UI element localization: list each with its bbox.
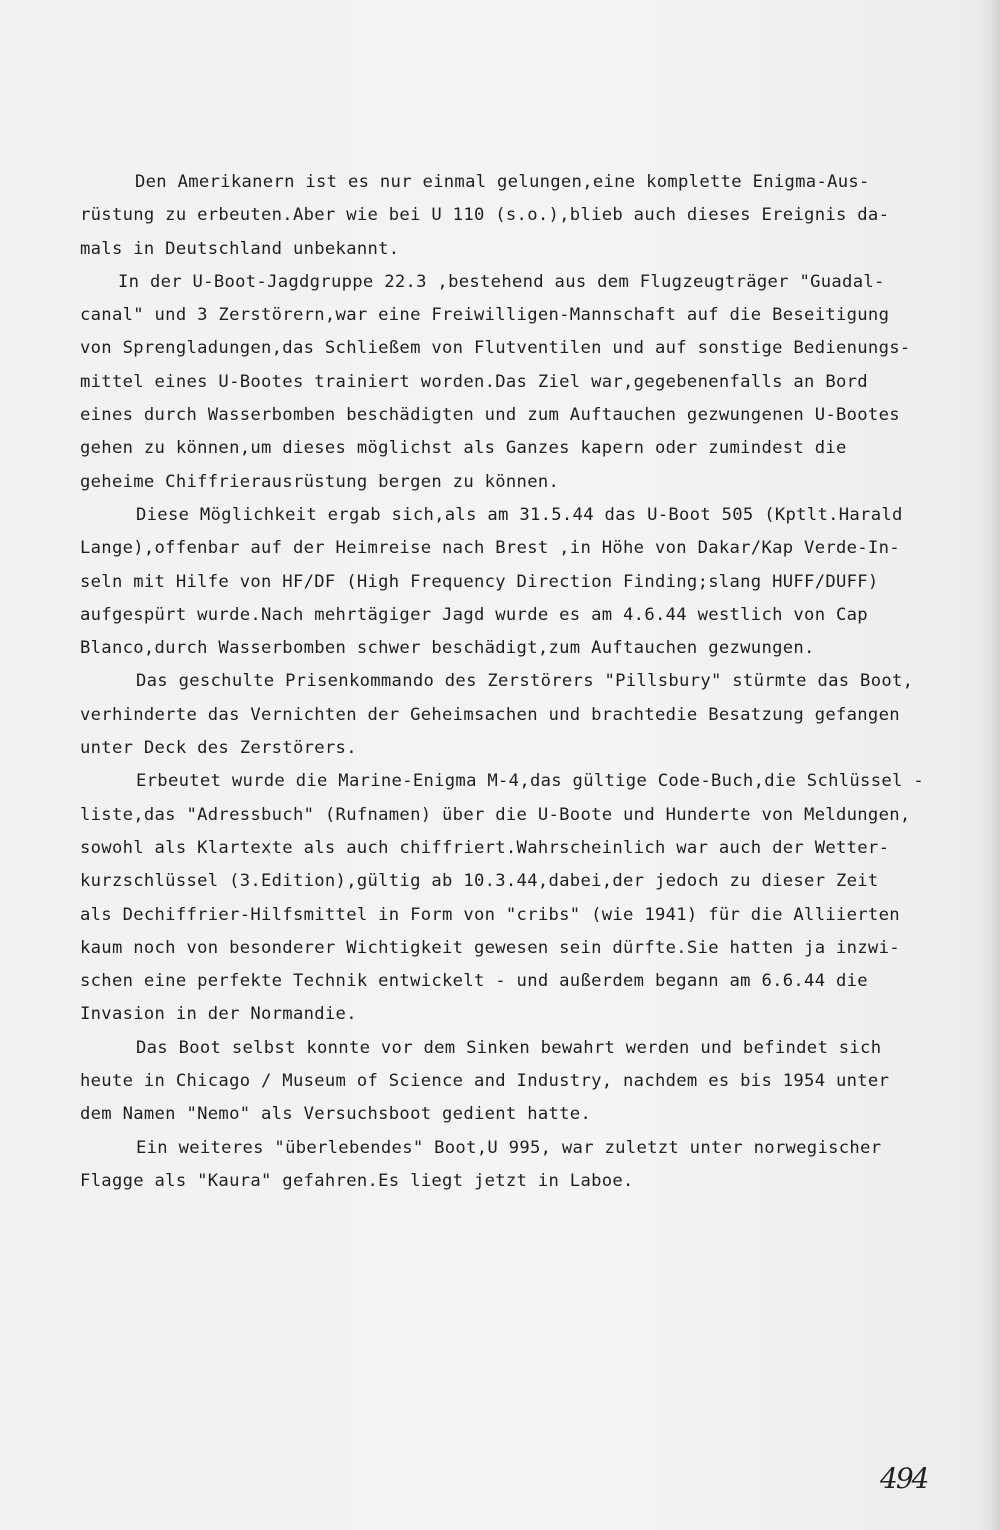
text-line: Flagge als "Kaura" gefahren.Es liegt jetzt in Laboe. [80, 1170, 634, 1191]
text-line: Blanco,durch Wasserbomben schwer beschädigt,zum Auftauchen gezwungen. [80, 638, 815, 659]
text-line: aufgespürt wurde.Nach mehrtägiger Jagd wurde es am 4.6.44 westlich von Cap [80, 604, 868, 625]
text-line: canal" und 3 Zerstörern,war eine Freiwilligen-Mannschaft auf die Beseitigung [80, 305, 890, 326]
text-line: eines durch Wasserbomben beschädigten und zum Auftauchen gezwungenen U-Bootes [80, 405, 900, 426]
text-line: Das geschulte Prisenkommando des Zerstörers "Pillsbury" stürmte das Boot, [136, 671, 914, 692]
text-line: kurzschlüssel (3.Edition),gültig ab 10.3.44,dabei,der jedoch zu dieser Zeit [80, 871, 879, 892]
text-line: liste,das "Adressbuch" (Rufnamen) über die U-Boote und Hunderte von Meldungen, [80, 804, 911, 825]
text-line: heute in Chicago / Museum of Science and Industry, nachdem es bis 1954 unter [80, 1071, 890, 1092]
text-line: geheime Chiffrierausrüstung bergen zu können. [80, 471, 560, 492]
text-line: als Dechiffrier-Hilfsmittel in Form von "cribs" (wie 1941) für die Alliierten [80, 904, 900, 925]
text-line: Diese Möglichkeit ergab sich,als am 31.5.44 das U-Boot 505 (Kptlt.Harald [136, 504, 903, 525]
text-line: dem Namen "Nemo" als Versuchsboot gedient hatte. [80, 1104, 592, 1125]
page-edge-shadow [978, 0, 1000, 1530]
text-line: Das Boot selbst konnte vor dem Sinken bewahrt werden und befindet sich [136, 1037, 882, 1058]
text-line: mals in Deutschland unbekannt. [80, 238, 400, 259]
text-line: gehen zu können,um dieses möglichst als Ganzes kapern oder zumindest die [80, 438, 847, 459]
text-line: Ein weiteres "überlebendes" Boot,U 995, war zuletzt unter norwegischer [136, 1137, 882, 1158]
text-line: Den Amerikanern ist es nur einmal gelungen,eine komplette Enigma-Aus- [135, 172, 870, 192]
body-text [80, 166, 960, 1198]
text-line: von Sprengladungen,das Schließem von Flutventilen und auf sonstige Bedienungs- [80, 338, 911, 359]
page-number: 494 [880, 1462, 928, 1495]
text-line: sowohl als Klartexte als auch chiffriert.Wahrscheinlich war auch der Wetter- [80, 837, 890, 858]
text-line: schen eine perfekte Technik entwickelt - und außerdem begann am 6.6.44 die [80, 971, 868, 992]
text-line: mittel eines U-Bootes trainiert worden.Das Ziel war,gegebenenfalls an Bord [80, 371, 868, 392]
text-line: unter Deck des Zerstörers. [80, 738, 357, 759]
text-line: kaum noch von besonderer Wichtigkeit gewesen sein dürfte.Sie hatten ja inzwi- [80, 937, 900, 958]
text-line: In der U-Boot-Jagdgruppe 22.3 ,bestehend aus dem Flugzeugträger "Guadal- [118, 271, 885, 292]
text-line: Erbeutet wurde die Marine-Enigma M-4,das gültige Code-Buch,die Schlüssel - [136, 771, 924, 792]
text-line: rüstung zu erbeuten.Aber wie bei U 110 (s.o.),blieb auch dieses Ereignis da- [80, 205, 890, 226]
text-line: seln mit Hilfe von HF/DF (High Frequency Direction Finding;slang HUFF/DUFF) [80, 571, 879, 592]
text-line: Invasion in der Normandie. [80, 1004, 357, 1025]
text-line: verhinderte das Vernichten der Geheimsachen und brachtedie Besatzung gefangen [80, 704, 900, 725]
text-line: Lange),offenbar auf der Heimreise nach Brest ,in Höhe von Dakar/Kap Verde-In- [80, 538, 900, 559]
